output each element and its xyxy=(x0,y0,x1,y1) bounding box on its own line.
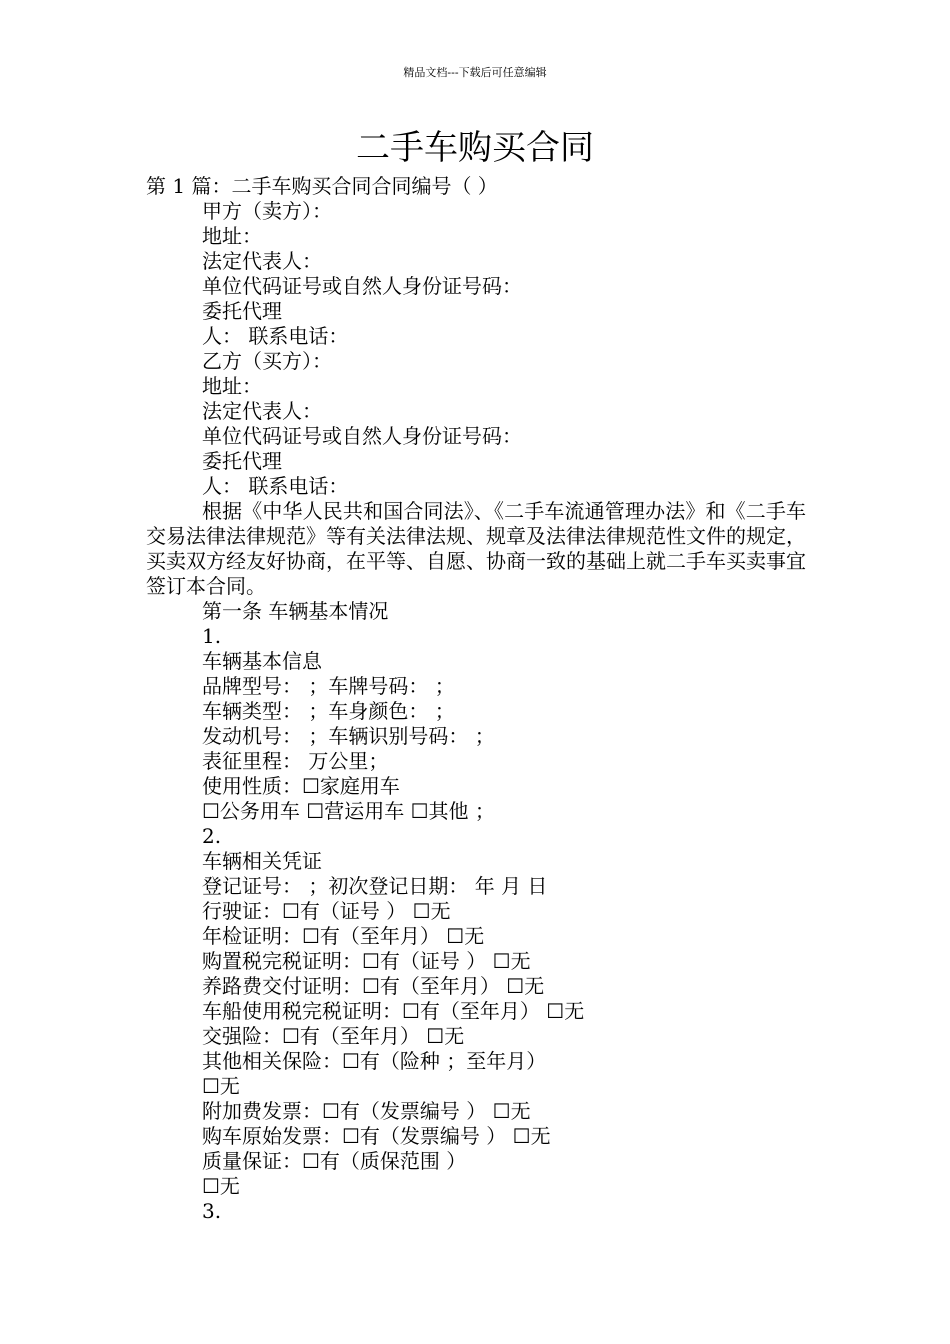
document-title: 二手车购买合同 xyxy=(356,128,594,168)
other-insurance-item: 其他相关保险：☐有（险种 ；至年月） xyxy=(202,1049,547,1073)
section-number: 3. xyxy=(202,1199,222,1223)
annual-inspection-item: 年检证明：☐有（至年月） ☐无 xyxy=(202,924,485,948)
party-b-phone: 人： 联系电话： xyxy=(202,474,349,498)
section-title: 车辆相关凭证 xyxy=(202,849,322,873)
party-a-agent: 委托代理 xyxy=(202,299,282,323)
warranty-item: 质量保证：☐有（质保范围 ） xyxy=(202,1149,467,1173)
surcharge-invoice-item: 附加费发票：☐有（发票编号 ） ☐无 xyxy=(202,1099,531,1123)
party-a-address: 地址： xyxy=(202,224,262,248)
other-insurance-none: ☐无 xyxy=(202,1074,240,1098)
vehicle-brand-plate: 品牌型号： ；车牌号码： ； xyxy=(202,674,455,698)
party-b-legal-rep: 法定代表人： xyxy=(202,399,322,423)
vehicle-mileage: 表征里程： 万公里； xyxy=(202,749,389,773)
original-invoice-item: 购车原始发票：☐有（发票编号 ） ☐无 xyxy=(202,1124,551,1148)
vehicle-usage-options: ☐公务用车 ☐营运用车 ☐其他 ； xyxy=(202,799,495,823)
party-a-label: 甲方（卖方）： xyxy=(202,199,332,223)
party-b-address: 地址： xyxy=(202,374,262,398)
section-title: 车辆基本信息 xyxy=(202,649,322,673)
warranty-none: ☐无 xyxy=(202,1174,240,1198)
section-number: 1. xyxy=(202,624,222,648)
party-b-agent: 委托代理 xyxy=(202,449,282,473)
party-b-label: 乙方（买方）： xyxy=(202,349,332,373)
section-number: 2. xyxy=(202,824,222,848)
vehicle-type-color: 车辆类型： ；车身颜色： ； xyxy=(202,699,455,723)
road-fee-item: 养路费交付证明：☐有（至年月） ☐无 xyxy=(202,974,545,998)
purchase-tax-item: 购置税完税证明：☐有（证号 ） ☐无 xyxy=(202,949,531,973)
party-a-legal-rep: 法定代表人： xyxy=(202,249,322,273)
party-a-phone: 人： 联系电话： xyxy=(202,324,349,348)
compulsory-insurance-item: 交强险：☐有（至年月） ☐无 xyxy=(202,1024,465,1048)
page-header: 精品文档---下载后可任意编辑 xyxy=(403,66,547,79)
vehicle-engine-vin: 发动机号： ；车辆识别号码： ； xyxy=(202,724,495,748)
registration-info: 登记证号： ；初次登记日期： 年 月 日 xyxy=(202,874,548,898)
party-a-id-number: 单位代码证号或自然人身份证号码： xyxy=(202,274,522,298)
driving-license-item: 行驶证：☐有（证号 ） ☐无 xyxy=(202,899,451,923)
clause-1-heading: 第一条 车辆基本情况 xyxy=(202,599,389,623)
article-heading: 第 1 篇：二手车购买合同合同编号（ ） xyxy=(146,174,498,198)
preamble-paragraph: 根据《中华人民共和国合同法》、《二手车流通管理办法》和《二手车交易法律法律规范》等有关法律法规、规章及法律法律规范性文件的规定，买卖双方经友好协商，在平等、自愿、协商一致的基础上就二手车买卖事宜签订本合同。 xyxy=(146,499,806,598)
contract-body xyxy=(146,174,806,1224)
vehicle-tax-item: 车船使用税完税证明：☐有（至年月） ☐无 xyxy=(202,999,585,1023)
vehicle-usage-type: 使用性质：☐家庭用车 xyxy=(202,774,400,798)
party-b-id-number: 单位代码证号或自然人身份证号码： xyxy=(202,424,522,448)
